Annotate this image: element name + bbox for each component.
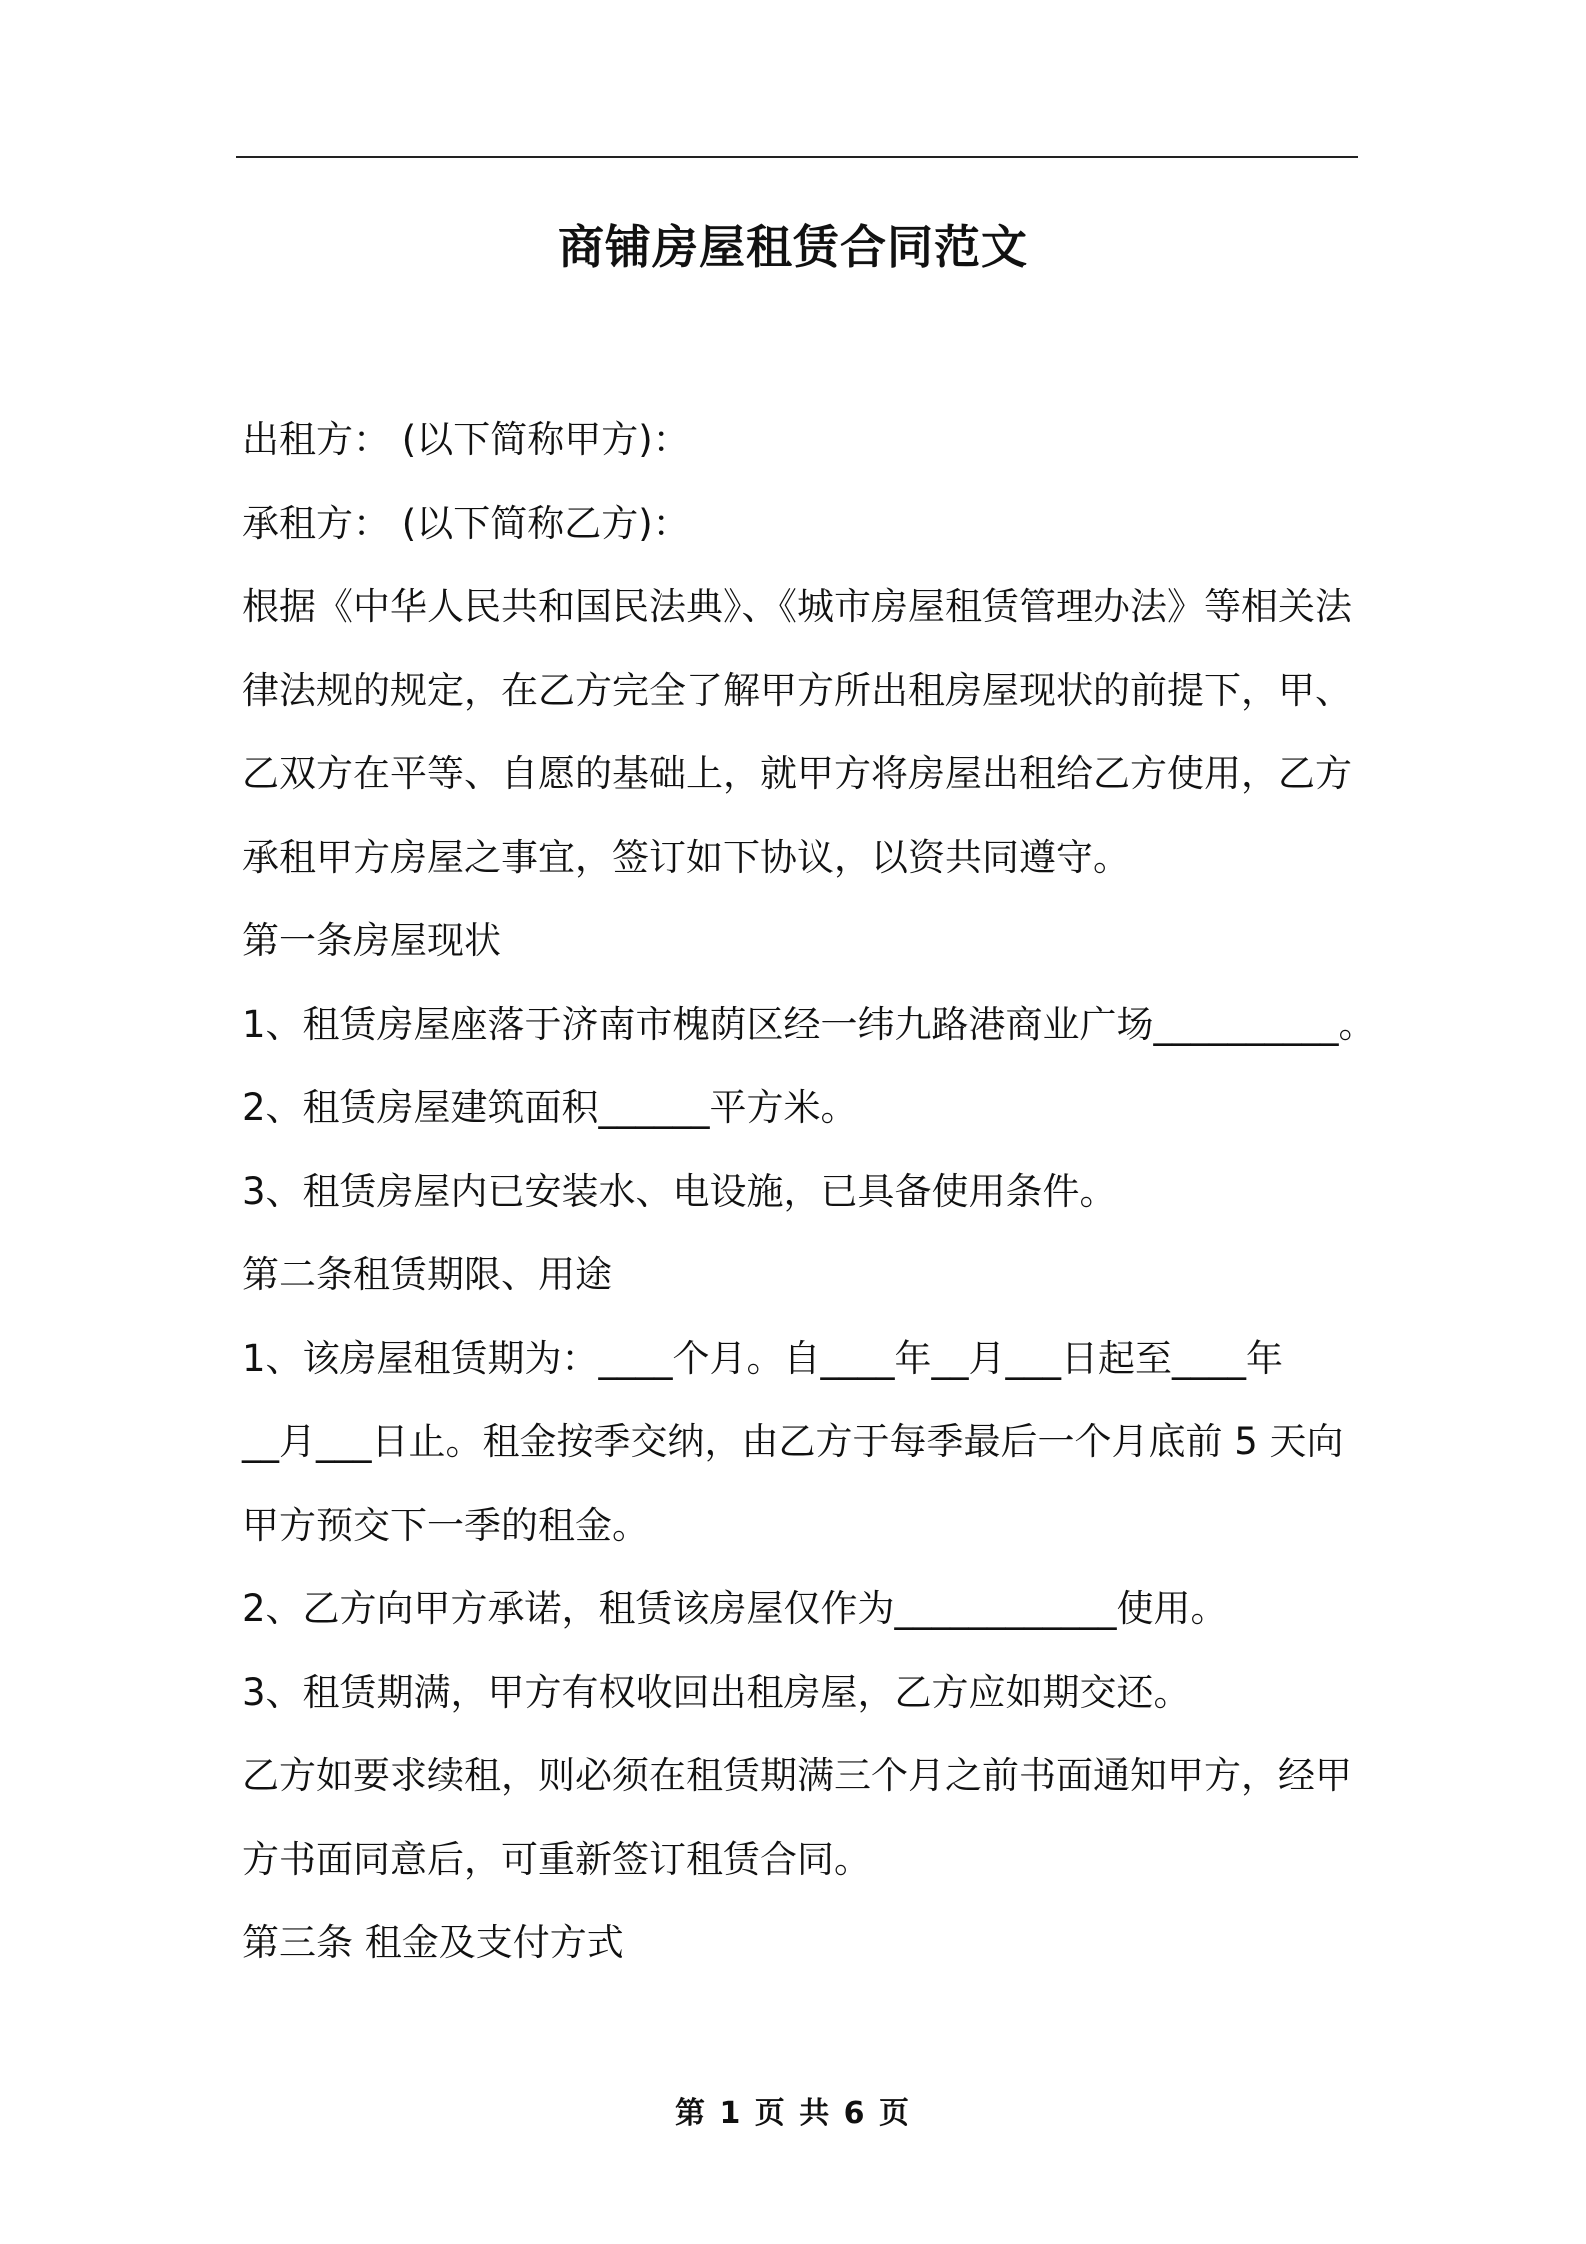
renewal-line-2: 方书面同意后，可重新签订租赁合同。 <box>242 1837 871 1881</box>
article-3-heading: 第三条 租金及支付方式 <box>242 1921 624 1964</box>
document-title: 商铺房屋租赁合同范文 <box>558 220 1028 274</box>
lessor-line: 出租方： (以下简称甲方)： <box>242 418 690 461</box>
article-2-item-1-line-1: 1、该房屋租赁期为：____个月。自____年__月___日起至____年 <box>242 1336 1284 1380</box>
article-1-item-3: 3、租赁房屋内已安装水、电设施，已具备使用条件。 <box>242 1169 1117 1213</box>
document-body <box>242 398 1376 1985</box>
article-2-heading: 第二条租赁期限、用途 <box>242 1253 612 1296</box>
lessee-line: 承租方： (以下简称乙方)： <box>242 501 690 545</box>
preamble-line-3: 乙双方在平等、自愿的基础上，就甲方将房屋出租给乙方使用，乙方 <box>242 752 1352 795</box>
article-1-item-1: 1、租赁房屋座落于济南市槐荫区经一纬九路港商业广场__________。 <box>242 1002 1376 1046</box>
article-1-item-2: 2、租赁房屋建筑面积______平方米。 <box>242 1086 858 1129</box>
header-rule <box>236 156 1358 158</box>
article-2-item-1-line-3: 甲方预交下一季的租金。 <box>242 1503 649 1547</box>
renewal-line-1: 乙方如要求续租，则必须在租赁期满三个月之前书面通知甲方，经甲 <box>242 1754 1352 1797</box>
article-2-item-1-line-2: __月___日止。租金按季交纳，由乙方于每季最后一个月底前 5 天向 <box>242 1420 1344 1463</box>
article-1-heading: 第一条房屋现状 <box>242 919 501 962</box>
preamble-line-1: 根据《中华人民共和国民法典》、《城市房屋租赁管理办法》等相关法 <box>242 585 1352 628</box>
preamble-line-2: 律法规的规定，在乙方完全了解甲方所出租房屋现状的前提下，甲、 <box>242 668 1352 712</box>
article-2-item-2: 2、乙方向甲方承诺，租赁该房屋仅作为____________使用。 <box>242 1587 1228 1630</box>
page-number: 第 1 页 共 6 页 <box>675 2096 911 2131</box>
preamble-line-4: 承租甲方房屋之事宜，签订如下协议，以资共同遵守。 <box>242 835 1130 879</box>
article-2-item-3: 3、租赁期满，甲方有权收回出租房屋，乙方应如期交还。 <box>242 1670 1191 1714</box>
